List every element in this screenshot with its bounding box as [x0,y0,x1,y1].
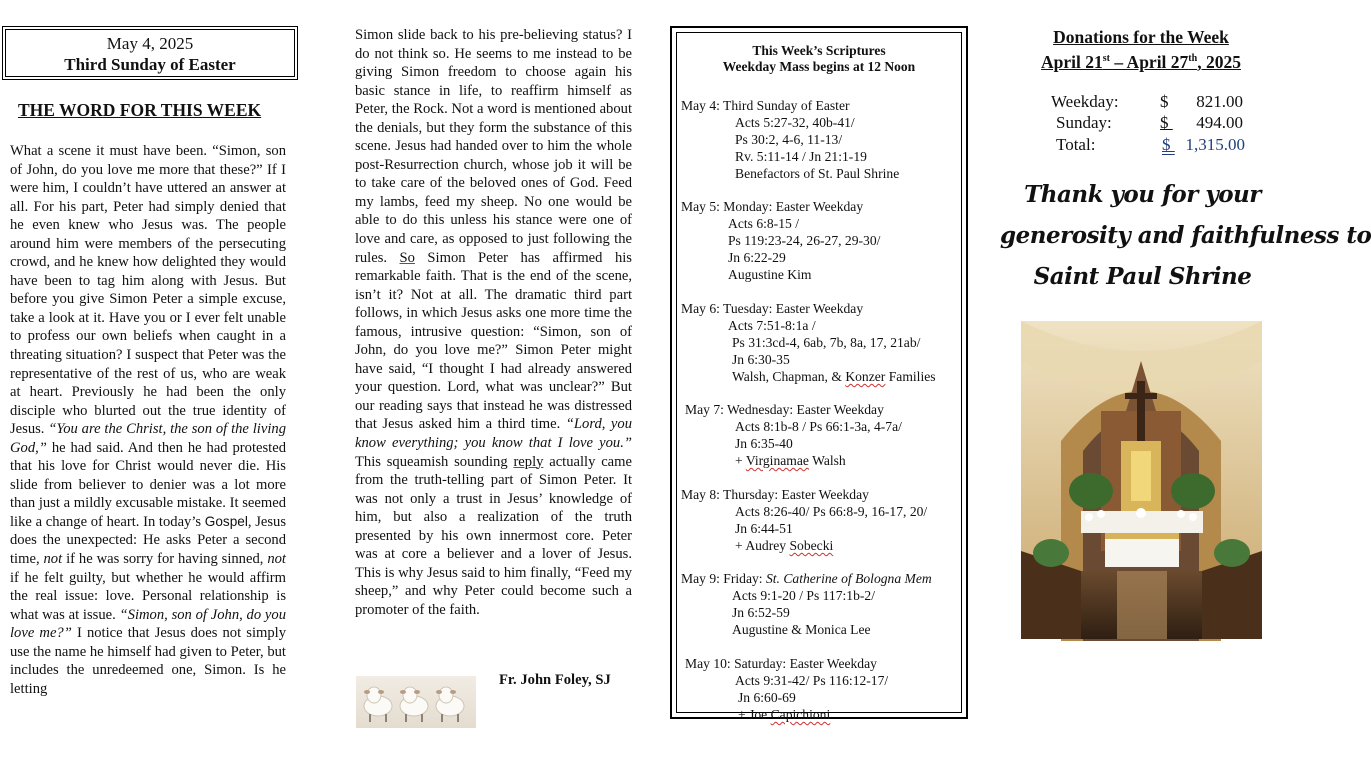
text-run: April 21 [1041,51,1103,72]
donation-label-sunday: Sunday: [1056,113,1112,132]
scriptures-box [670,26,968,722]
thanks-line-3: Saint Paul Shrine [1033,263,1252,290]
intention-line: Augustine Kim [728,267,812,282]
text-run: actually came from the truth-telling part of Simon Peter. It was not only a trust in Jesus’ knowledge of him, but also a realization of the truth presented by his own innermost core. Peter was at core a believer and a lover of Jesus. This is why Jesus said to him finally, “Feed my sheep,” and why Peter could become such a promoter of the faith. [355,453,632,618]
text-run: – April 27 [1110,51,1189,72]
mass-time-note: Weekday Mass begins at 12 Noon [722,59,916,74]
day-heading: May 7: Wednesday: Easter Weekday [685,402,884,417]
altar-image-icon [1021,321,1262,639]
church-altar-photo [1021,321,1262,639]
text-run: May 9: Friday: [681,571,766,586]
intention-line: Augustine & Monica Lee [732,622,871,637]
superscript: st [1102,53,1111,64]
date-header-box [2,26,298,80]
text-run: Simon slide back to his pre-believing status? I do not think so. He seems to me instead to be giving Simon freedom to choose again his basic stance in life, to reaffirm himself as Peter, the Rock. Not a word is mentioned about the denials, but they form the substance of this scene. Jesus had handed over to him the whole post-Resurrection church, whose job it will be to take care of the beloved ones of God. Feed my lambs, feed my sheep. No one would be able to do this unless his stance were one of love and care, as opposed to just following the rules. [355,27,632,266]
reading-line: Ps 119:23-24, 26-27, 29-30/ [728,233,881,248]
text-run: + Audrey [735,538,790,553]
day-heading: May 5: Monday: Easter Weekday [681,199,864,214]
reading-line: Jn 6:44-51 [735,521,793,536]
donation-currency: $ [1162,135,1171,154]
lambs-image [356,676,476,728]
donation-amount-total: 1,315.00 [1185,135,1245,154]
reading-line: Ps 30:2, 4-6, 11-13/ [735,132,843,147]
donation-currency: $ [1160,113,1169,132]
text-run-italic: St. Catherine of Bologna Mem [765,571,932,586]
donation-amount-weekday: 821.00 [1196,92,1243,111]
text-run: Simon Peter has affirmed his remarkable faith. That is the end of the scene, isn’t it? Not at all. The dramatic third part follows, in which Jesus asks one more time the famous, intrusive question: “Simon, son of John, do you love me?” Simon Peter might have said, “I thought I had already answered your question. Lord, what was unclear?” But our reading says that instead he was distressed that Jesus asked him a third time. [355,249,632,433]
reading-line: Jn 6:30-35 [732,352,790,367]
text-run: What a scene it must have been. “Simon, son of John, do you love me more that these?” If I were him, I couldn’t have uttered an answer at all. For his part, Peter had simply denied that he even knew who Jesus was. The people around him were members of the persecuting crowd, and he knew how delighted they would have been to tag him along with Jesus. But before you give Simon Peter a simple excuse, take a look at it. Have you or I ever felt unable to profess our own beliefs when caught in a threating situation? I suspect that Peter was the representative of the rest of us, who are weak at heart. Previously he had been the only disciple who blurted out the true identity of Jesus. [10,143,286,438]
thanks-line-2: generosity and faithfulness to [1000,222,1371,249]
day-heading: May 6: Tuesday: Easter Weekday [681,301,864,316]
intention-line [735,452,846,469]
text-run-italic: “Simon, son of John, do you love me?” [10,606,286,642]
reflection-column-2 [355,26,632,620]
text-run: Walsh [808,453,846,468]
reading-line: Acts 7:51-8:1a / [728,318,816,333]
reading-line: Acts 9:1-20 / Ps 117:1b-2/ [732,588,875,603]
spellcheck-word: Sobecki [789,538,834,553]
day-heading: May 10: Saturday: Easter Weekday [685,656,877,671]
superscript: th [1188,53,1198,64]
donations-date-range [1000,48,1282,73]
day-heading [681,570,932,587]
text-run-italic: not [267,551,286,568]
text-run-italic: “Lord, you know everything; you know that I love you.” [355,416,632,452]
text-run: I notice that Jesus does not simply use the name he himself had given to Peter, but includes the unredeemed one, Simon. Is he letting [10,625,286,697]
spellcheck-word: Konzer [845,369,886,384]
text-run: Families [885,369,936,384]
text-run: if he felt guilty, but whether he would affirm the real issue: love. Personal relationship is what was at issue. [10,569,286,623]
text-run-italic: “You are the Christ, the son of the living God,” [10,421,286,456]
donations-title: Donations for the Week [1053,27,1229,47]
reading-line: Acts 8:26-40/ Ps 66:8-9, 16-17, 20/ [735,504,928,519]
intention-line [738,706,830,723]
text-run: , Jesus does the unexpected: He asks Peter a second time, [10,513,287,568]
text-run-italic: not [43,551,63,568]
bulletin-title: Third Sunday of Easter [64,55,236,74]
reading-line: Acts 8:1b-8 / Ps 66:1-3a, 4-7a/ [735,419,902,434]
reading-line: Jn 6:35-40 [735,436,793,451]
text-run: + [735,453,746,468]
donation-amount-sunday: 494.00 [1196,113,1243,132]
scriptures-heading-title: This Week’s Scriptures [752,43,886,58]
lamb-icon [356,676,476,728]
spellcheck-word: Capichioni [770,707,831,722]
reflection-column-1 [10,142,286,698]
reading-line: Jn 6:52-59 [732,605,790,620]
reading-line: Jn 6:22-29 [728,250,786,265]
text-run: , 2025 [1197,51,1241,72]
text-run: Gospel [204,513,248,529]
reading-line: Acts 6:8-15 / [728,216,799,231]
text-run-underlined: reply [513,453,544,470]
day-heading: May 8: Thursday: Easter Weekday [681,487,869,502]
word-section-title: THE WORD FOR THIS WEEK [18,100,262,120]
reading-line: Acts 9:31-42/ Ps 116:12-17/ [735,673,889,688]
reading-line: Jn 6:60-69 [738,690,796,705]
intention-line [732,368,936,385]
text-run: This squeamish sounding [355,453,514,470]
donation-sunday-underlined [1160,113,1243,133]
reading-line: Acts 5:27-32, 40b-41/ [735,115,855,130]
author-signature: Fr. John Foley, SJ [499,672,611,688]
reading-line: Ps 31:3cd-4, 6ab, 7b, 8a, 17, 21ab/ [732,335,921,350]
intention-line: Benefactors of St. Paul Shrine [735,166,900,181]
text-run: + Joe [738,707,771,722]
donation-label-weekday: Weekday: [1051,92,1119,111]
text-run: he had said. And then he had protested that his love for Christ would never die. His slide from believer to denier was a lot more than just a mildly excusable mistake. It seemed like a change of heart. In today’s [10,439,286,530]
donation-label-total: Total: [1056,135,1096,154]
text-run: Walsh, Chapman, & [732,369,846,384]
thanks-line-1: Thank you for your [1024,181,1261,208]
bulletin-date: May 4, 2025 [106,34,194,53]
scriptures-heading [677,43,961,75]
donation-total-underlined [1162,135,1245,155]
scriptures-inner-border [676,32,962,722]
intention-line [735,537,833,554]
day-heading: May 4: Third Sunday of Easter [681,98,850,113]
text-run: if he was sorry for having sinned, [62,551,268,568]
text-run-underlined: So [399,249,415,266]
reading-line: Rv. 5:11-14 / Jn 21:1-19 [735,149,867,164]
spellcheck-word: Virginamae [745,453,809,468]
donation-currency: $ [1160,92,1169,111]
